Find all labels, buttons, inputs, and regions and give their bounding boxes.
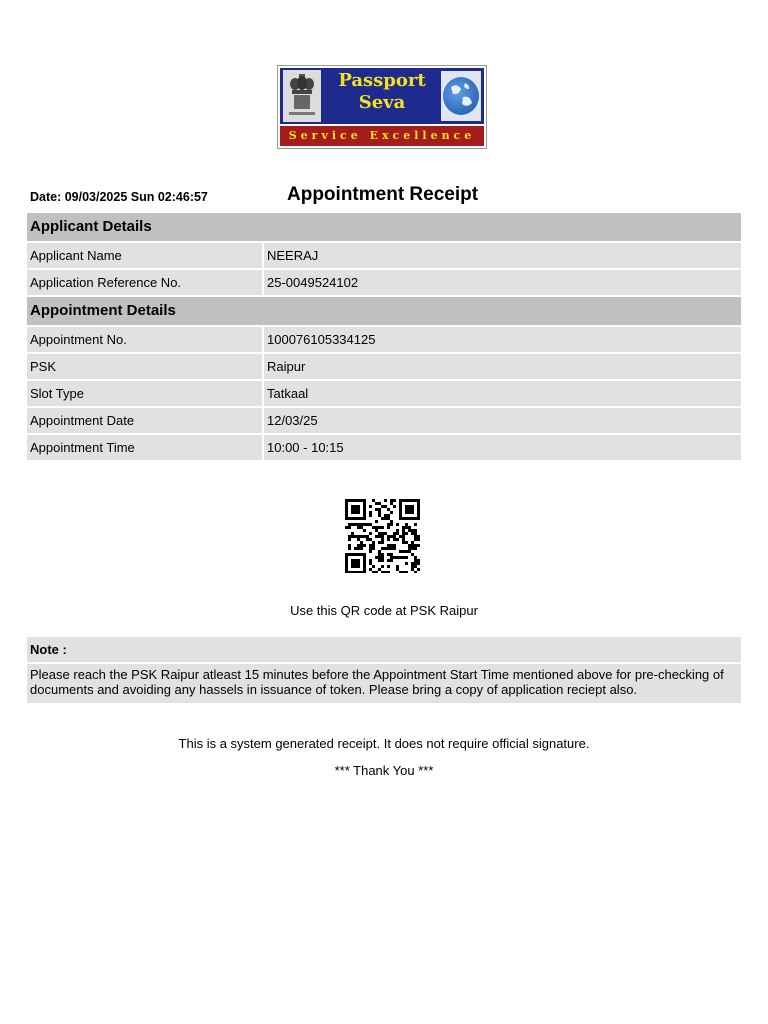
logo-wordmark [324,70,440,114]
row-value: 100076105334125 [264,327,741,352]
row-label: Appointment Time [27,435,262,460]
row-label: Appointment Date [27,408,262,433]
table-row [27,381,741,406]
row-value: NEERAJ [264,243,741,268]
page-title: Appointment Receipt [287,184,479,205]
national-emblem-icon [283,70,321,122]
table-row [27,243,741,268]
section-heading: Applicant Details [27,213,741,241]
logo-banner [280,68,484,124]
logo-line1: Passport [338,70,426,91]
applicant-details-table [27,213,741,295]
row-value: 25-0049524102 [264,270,741,295]
globe-icon [441,71,481,121]
table-row [27,327,741,352]
note-box [27,637,741,703]
row-value: 10:00 - 10:15 [264,435,741,460]
section-heading: Appointment Details [27,297,741,325]
passport-seva-logo [277,65,487,149]
thank-you-text: *** Thank You *** [334,763,434,778]
row-value: Tatkaal [264,381,741,406]
table-row [27,435,741,460]
table-row [27,408,741,433]
note-text: Please reach the PSK Raipur atleast 15 minutes before the Appointment Start Time mentioned above for pre-checking of documents and avoiding any hassels in issuance of token. Please bring a copy of application reciept also. [27,664,741,703]
table-row [27,354,741,379]
qr-code [345,499,421,573]
note-heading: Note : [27,637,741,662]
row-label: Slot Type [27,381,262,406]
receipt-date: Date: 09/03/2025 Sun 02:46:57 [30,190,208,204]
row-label: Applicant Name [27,243,262,268]
row-label: Appointment No. [27,327,262,352]
qr-caption: Use this QR code at PSK Raipur [290,603,478,618]
row-value: Raipur [264,354,741,379]
row-label: PSK [27,354,262,379]
row-label: Application Reference No. [27,270,262,295]
table-row [27,270,741,295]
logo-line2: Seva [358,92,406,113]
system-generated-notice: This is a system generated receipt. It does not require official signature. [178,736,590,751]
logo-tagline: Service Excellence [280,126,484,146]
row-value: 12/03/25 [264,408,741,433]
appointment-details-table [27,297,741,460]
